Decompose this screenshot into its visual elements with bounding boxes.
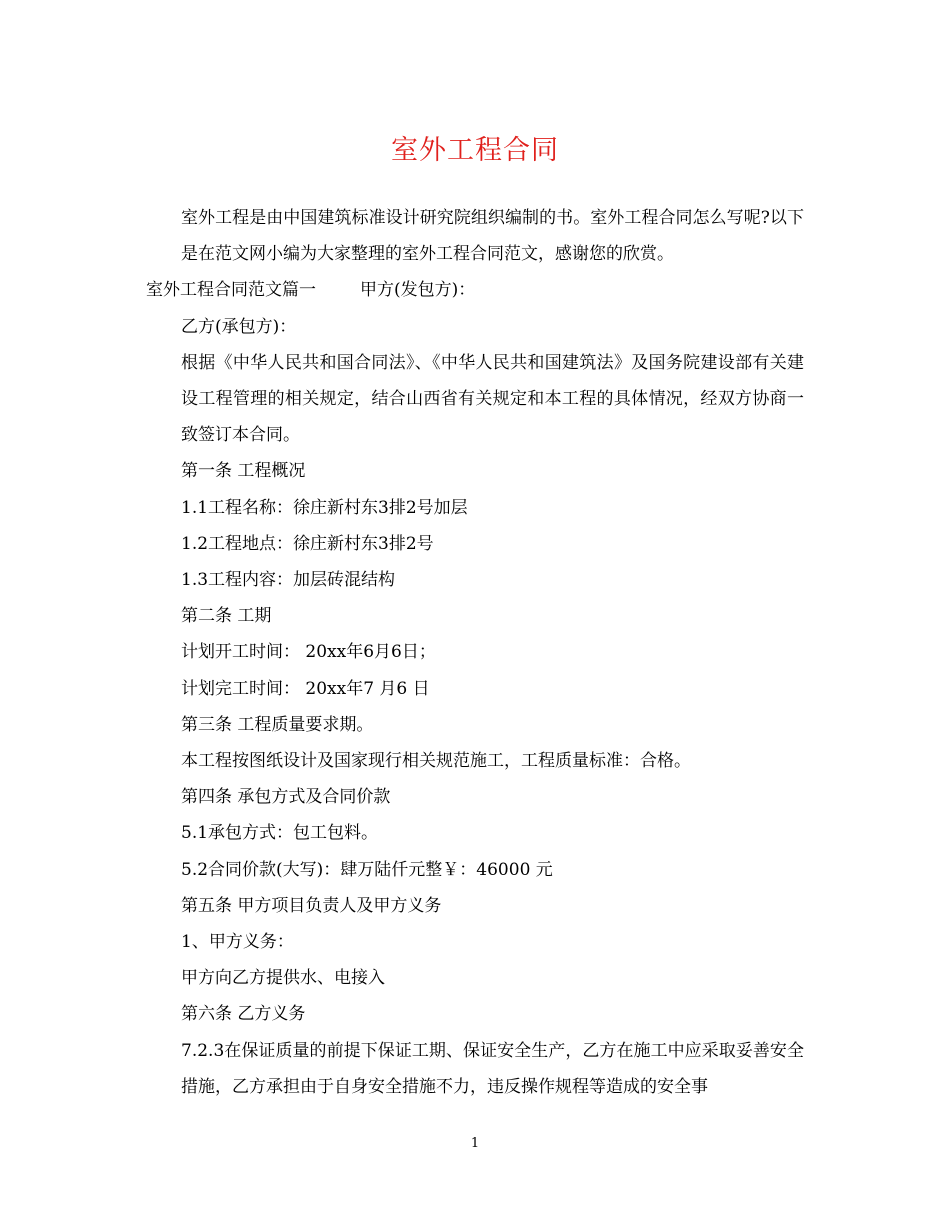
document-title: 室外工程合同: [391, 135, 559, 166]
article-4-item-1: 5.1承包方式：包工包料。: [181, 823, 379, 844]
article-2-heading: 第二条 工期: [181, 606, 272, 627]
sample-heading: 室外工程合同范文篇一: [146, 280, 316, 301]
basis-paragraph: 根据《中华人民共和国合同法》、《中华人民共和国建筑法》及国务院建设部有关建设工程管理的相关规定，结合山西省有关规定和本工程的具体情况，经双方协商一致签订本合同。: [181, 352, 804, 446]
article-6-heading: 第六条 乙方义务: [181, 1004, 306, 1025]
article-5-heading: 第五条 甲方项目负责人及甲方义务: [181, 895, 442, 916]
party-a-label: 甲方(发包方)：: [360, 280, 476, 301]
article-5-item-1: 1、甲方义务：: [181, 932, 294, 953]
sample-heading-line: [146, 272, 804, 308]
article-2-end-date: 计划完工时间： 20xx年7 月6 日: [181, 678, 430, 699]
article-1-heading: 第一条 工程概况: [181, 461, 306, 482]
article-4-heading: 第四条 承包方式及合同价款: [181, 787, 391, 808]
article-1-item-3: 1.3工程内容：加层砖混结构: [181, 570, 396, 591]
article-1-item-1: 1.1工程名称：徐庄新村东3排2号加层: [181, 497, 468, 518]
intro-paragraph: 室外工程是由中国建筑标准设计研究院组织编制的书。室外工程合同怎么写呢?以下是在范文网小编为大家整理的室外工程合同范文，感谢您的欣赏。: [181, 208, 804, 265]
party-b-label: 乙方(承包方)：: [181, 316, 297, 337]
page-number: 1: [470, 1136, 480, 1151]
article-6-body: 7.2.3在保证质量的前提下保证工期、保证安全生产，乙方在施工中应采取妥善安全措施，乙方承担由于自身安全措施不力，违反操作规程等造成的安全事: [181, 1040, 804, 1097]
article-4-item-2: 5.2合同价款(大写)：肆万陆仟元整￥：46000 元: [181, 859, 553, 880]
article-1-item-2: 1.2工程地点：徐庄新村东3排2号: [181, 533, 434, 554]
document-body: [146, 200, 804, 1105]
article-2-start-date: 计划开工时间： 20xx年6月6日；: [181, 642, 436, 663]
article-3-body: 本工程按图纸设计及国家现行相关规范施工，工程质量标准：合格。: [181, 751, 691, 772]
article-3-heading: 第三条 工程质量要求期。: [181, 714, 374, 735]
article-5-body: 甲方向乙方提供水、电接入: [181, 968, 385, 989]
